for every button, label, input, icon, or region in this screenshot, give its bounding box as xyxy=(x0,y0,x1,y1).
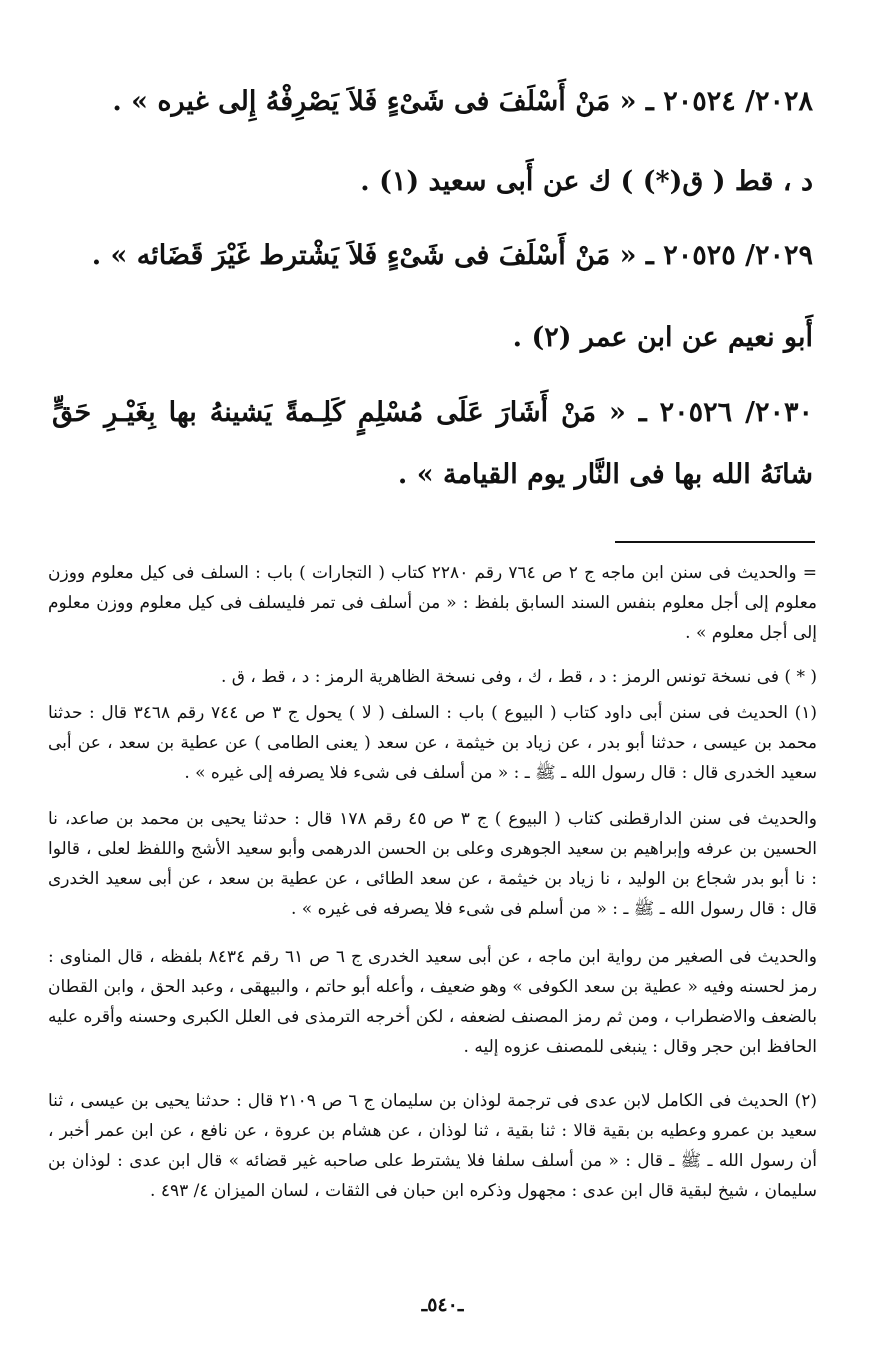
source-line-2029: أَبو نعيم عن ابن عمر (٢) . xyxy=(512,322,813,353)
source-line-2028: د ، قط ( ق(*) ) ك عن أَبى سعيد (١) . xyxy=(360,166,813,197)
footnote-continuation: = والحديث فى سنن ابن ماجه ج ٢ ص ٧٦٤ رقم ٢٢٨٠ كتاب ( التجارات ) باب : السلف فى كيل معلوم ووزن معلوم إلى أجل معلوم بنفس السند السابق بلفظ : « من أسلف فى تمر فليسلف فى كيل معلوم ووزن معلوم إلى أجل معلوم » . xyxy=(48,563,817,643)
footnote-star: ( * ) فى نسخة تونس الرمز : د ، قط ، ك ، وفى نسخة الظاهرية الرمز : د ، قط ، ق . xyxy=(220,667,817,687)
footnote-2-kamil: (٢) الحديث فى الكامل لابن عدى فى ترجمة لوذان بن سليمان ج ٦ ص ٢١٠٩ قال : حدثنا يحيى بن عيسى ، ثنا سعيد بن عمرو وعطيه بن بقية قالا : ثنا بقية ، ثنا لوذان ، عن هشام بن عروة ، عن نافع ، عن ابن عمر أخبر ، أن رسول الله ـ ﷺ ـ قال : « من أسلف سلفا فلا يشترط على صاحبه غير قضائه » قال ابن عدى : لوذان بن سليمان ، شيخ لبقية قال ابن عدى : مجهول وذكره ابن حبان فى الثقات ، لسان الميزان ٤/ ٤٩٣ . xyxy=(48,1091,817,1201)
hadith-entry-2030: ٢٠٣٠/ ٢٠٥٢٦ ـ « مَنْ أَشَارَ عَلَى مُسْلِمٍ كَلِـمةً يَشينهُ بها بِغَيْـرِ حَقٍّ شانَهُ الله بها فى النَّار يوم القيامة » . xyxy=(52,397,813,490)
footnote-divider xyxy=(615,541,815,543)
page-number: ـ٥٤٠ـ xyxy=(421,1294,464,1316)
hadith-entry-2029: ٢٠٢٩/ ٢٠٥٢٥ ـ « مَنْ أَسْلَفَ فى شَىْءٍ فَلاَ يَشْترط غَيْرَ قَضَائه » . xyxy=(91,240,813,271)
footnote-1-daraqutni: والحديث فى سنن الدارقطنى كتاب ( البيوع ) ج ٣ ص ٤٥ رقم ١٧٨ قال : حدثنا يحيى بن محمد بن صاعد، نا الحسين بن عرفه وإبراهيم بن سعيد الجوهرى وعلى بن الحسن الدرهمى وأبو سعيد الأشج واللفظ لعلى ، قالوا : نا أبو بدر شجاع بن الوليد ، نا زياد بن خيثمة ، عن سعد الطائى ، عن عطية بن سعد ، عن أبى سعيد الخدرى قال : قال رسول الله ـ ﷺ ـ : « من أسلم فى شىء فلا يصرفه فى غيره » . xyxy=(48,809,817,919)
footnote-1-saghir: والحديث فى الصغير من رواية ابن ماجه ، عن أبى سعيد الخدرى ج ٦ ص ٦١ رقم ٨٤٣٤ بلفظه ، قال المناوى : رمز لحسنه وفيه « عطية بن سعد الكوفى » وهو ضعيف ، وأعله أبو حاتم ، والبيهقى ، وعبد الحق ، وابن القطان بالضعف والاضطراب ، ومن ثم رمز المصنف لضعفه ، لكن أخرجه الترمذى فى العلل الكبرى وحسنه وأقره عليه الحافظ ابن حجر وقال : ينبغى للمصنف عزوه إليه . xyxy=(48,947,817,1057)
footnote-1-abu-dawud: (١) الحديث فى سنن أبى داود كتاب ( البيوع ) باب : السلف ( لا ) يحول ج ٣ ص ٧٤٤ رقم ٣٤٦٨ قال : حدثنا محمد بن عيسى ، حدثنا أبو بدر ، عن زياد بن خيثمة ، عن سعد ( يعنى الطامى ) عن عطية بن سعد ، عن أبى سعيد الخدرى قال : قال رسول الله ـ ﷺ ـ : « من أسلف فى شىء فلا يصرفه إلى غيره » . xyxy=(48,703,817,783)
hadith-entry-2028: ٢٠٢٨/ ٢٠٥٢٤ ـ « مَنْ أَسْلَفَ فى شَىْءٍ فَلاَ يَصْرِفْهُ إِلى غيره » . xyxy=(112,86,813,117)
